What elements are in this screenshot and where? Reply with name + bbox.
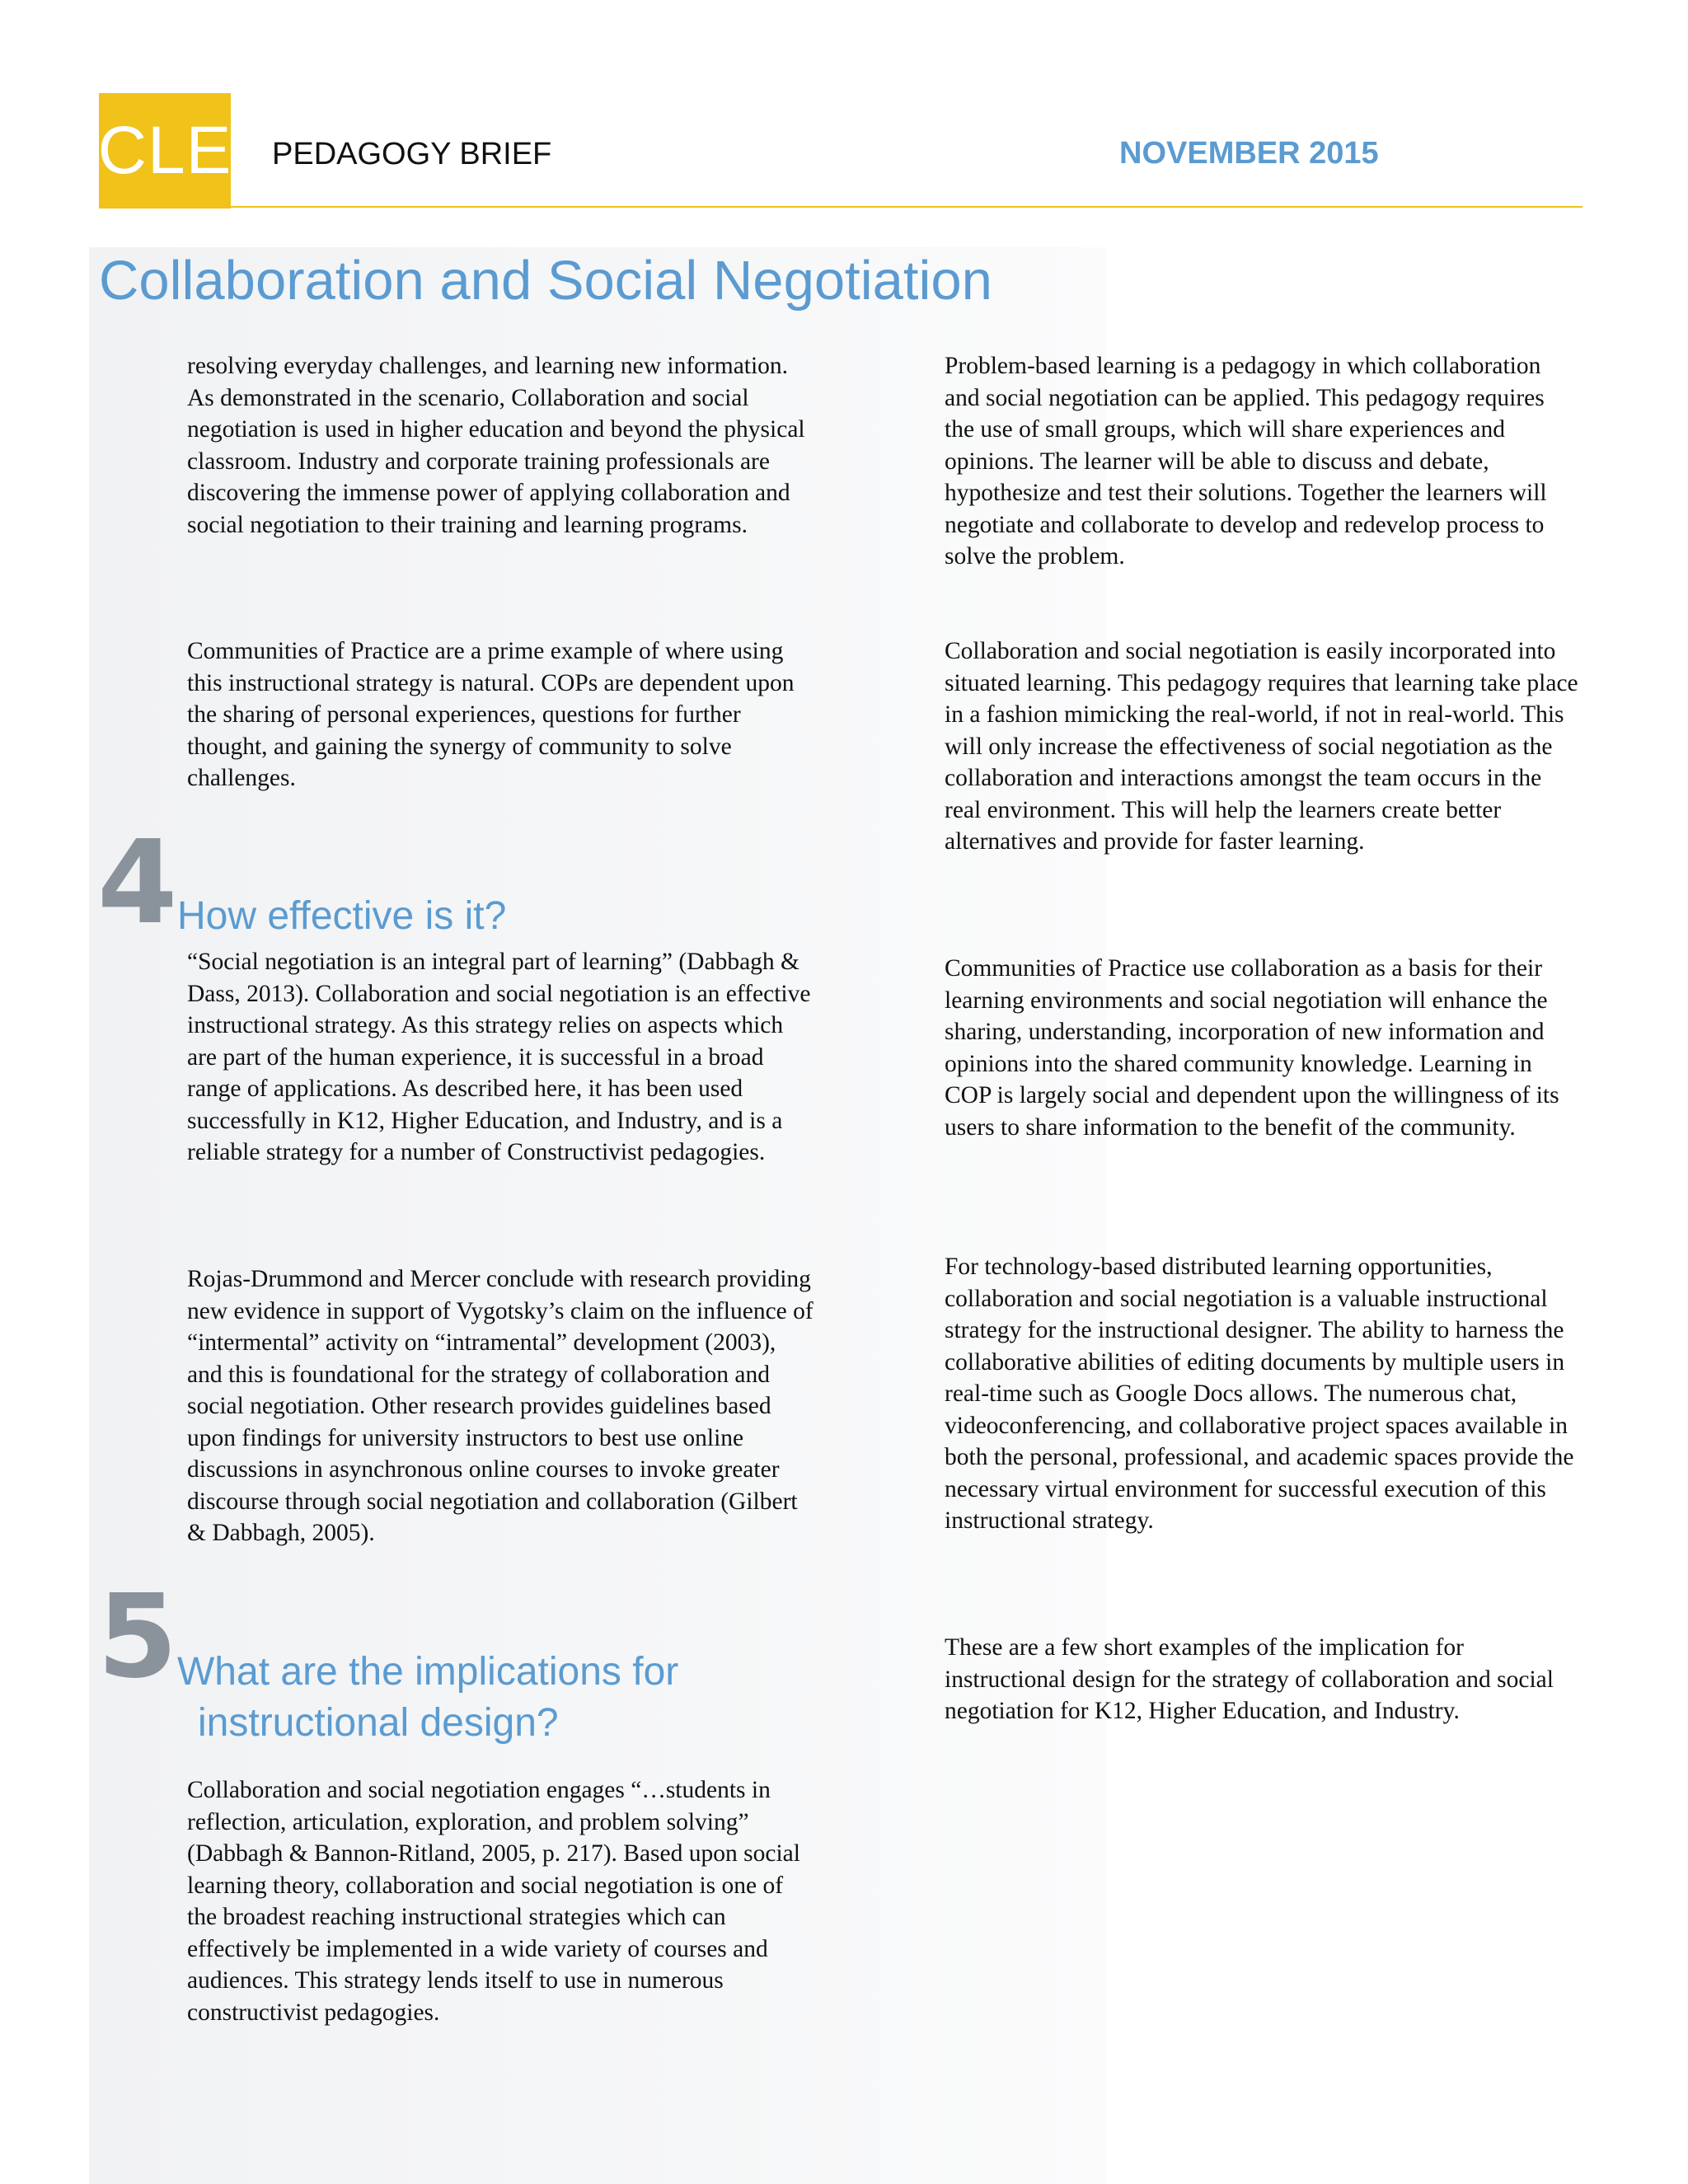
section-4-paragraph-1: “Social negotiation is an integral part of learning” (Dabbagh & Dass, 2013). Collaboration and social negotiation is an effective instructional strategy. As this strategy relies on aspects which are part of the human experience, it is successful in a broad range of applications. As described here, it has been used successfully in K12, Higher Education, and Industry, and is a reliable strategy for a number of Constructivist pedagogies.	[187, 949, 811, 1165]
section-heading-5	[177, 1647, 837, 1749]
left-paragraph-2: Communities of Practice are a prime example of where using this instructional strategy is natural. COPs are dependent upon the sharing of personal experiences, questions for further thought, and gaining the synergy of community to solve challenges.	[187, 638, 795, 791]
cle-logo: CLE	[99, 93, 231, 209]
section-4-paragraph-2: Rojas-Drummond and Mercer conclude with research providing new evidence in support of Vygotsky’s claim on the influence of “intermental” activity on “intramental” development (2003), and this is foundational for the strategy of collaboration and social negotiation. Other research provides guidelines based upon findings for university instructors to best use online discussions in asynchronous online courses to invoke greater discourse through social negotiation and collaboration (Gilbert & Dabbagh, 2005).	[187, 1266, 814, 1546]
section-5-paragraph-1: Collaboration and social negotiation engages “…students in reflection, articulation, exploration, and problem solving” (Dabbagh & Bannon-Ritland, 2005, p. 217). Based upon social learning theory, collaboration and social negotiation is one of the broadest reaching instructional strategies which can effectively be implemented in a wide variety of courses and audiences. This strategy lends itself to use in numerous constructivist pedagogies.	[187, 1777, 800, 2026]
right-paragraph-5: These are a few short examples of the implication for instructional design for the strategy of collaboration and social negotiation for K12, Higher Education, and Industry.	[945, 1634, 1554, 1724]
right-paragraph-2: Collaboration and social negotiation is easily incorporated into situated learning. This pedagogy requires that learning take place in a fashion mimicking the real-world, if not in real-world. This will only increase the effectiveness of social negotiation as the collaboration and interactions amongst the team occurs in the real environment. This will help the learners create better alternatives and provide for faster learning.	[945, 638, 1578, 855]
section-heading-4: How effective is it?	[177, 894, 507, 938]
right-paragraph-1: Problem-based learning is a pedagogy in which collaboration and social negotiation can be applied. This pedagogy requires the use of small groups, which will share experiences and opinions. The learner will be able to discuss and debate, hypothesize and test their solutions. Together the learners will negotiate and collaborate to develop and redevelop process to solve the problem.	[945, 353, 1547, 569]
issue-date: NOVEMBER 2015	[1119, 136, 1379, 171]
brief-label: PEDAGOGY BRIEF	[272, 137, 552, 171]
section-heading-5-line-2: instructional design?	[198, 1701, 559, 1745]
section-number-5: 5	[97, 1570, 178, 1704]
page-title: Collaboration and Social Negotiation	[99, 250, 992, 312]
header-divider	[99, 206, 1582, 208]
section-heading-5-line-1: What are the implications for	[177, 1650, 679, 1694]
right-paragraph-4: For technology-based distributed learning opportunities, collaboration and social negotiation is a valuable instructional strategy for the instructional designer. The ability to harness the collaborative abilities of editing documents by multiple users in real-time such as Google Docs allows. The numerous chat, videoconferencing, and collaborative project spaces available in both the personal, professional, and academic spaces provide the necessary virtual environment for successful execution of this instructional strategy.	[945, 1254, 1574, 1534]
left-paragraph-1: resolving everyday challenges, and learning new information. As demonstrated in the scenario, Collaboration and social negotiation is used in higher education and beyond the physical classroom. Industry and corporate training professionals are discovering the immense power of applying collaboration and social negotiation to their training and learning programs.	[187, 353, 805, 538]
section-number-4: 4	[97, 816, 178, 950]
right-paragraph-3: Communities of Practice use collaboration as a basis for their learning environments and social negotiation will enhance the sharing, understanding, incorporation of new information and opinions into the shared community knowledge. Learning in COP is largely social and dependent upon the willingness of its users to share information to the benefit of the community.	[945, 955, 1559, 1141]
